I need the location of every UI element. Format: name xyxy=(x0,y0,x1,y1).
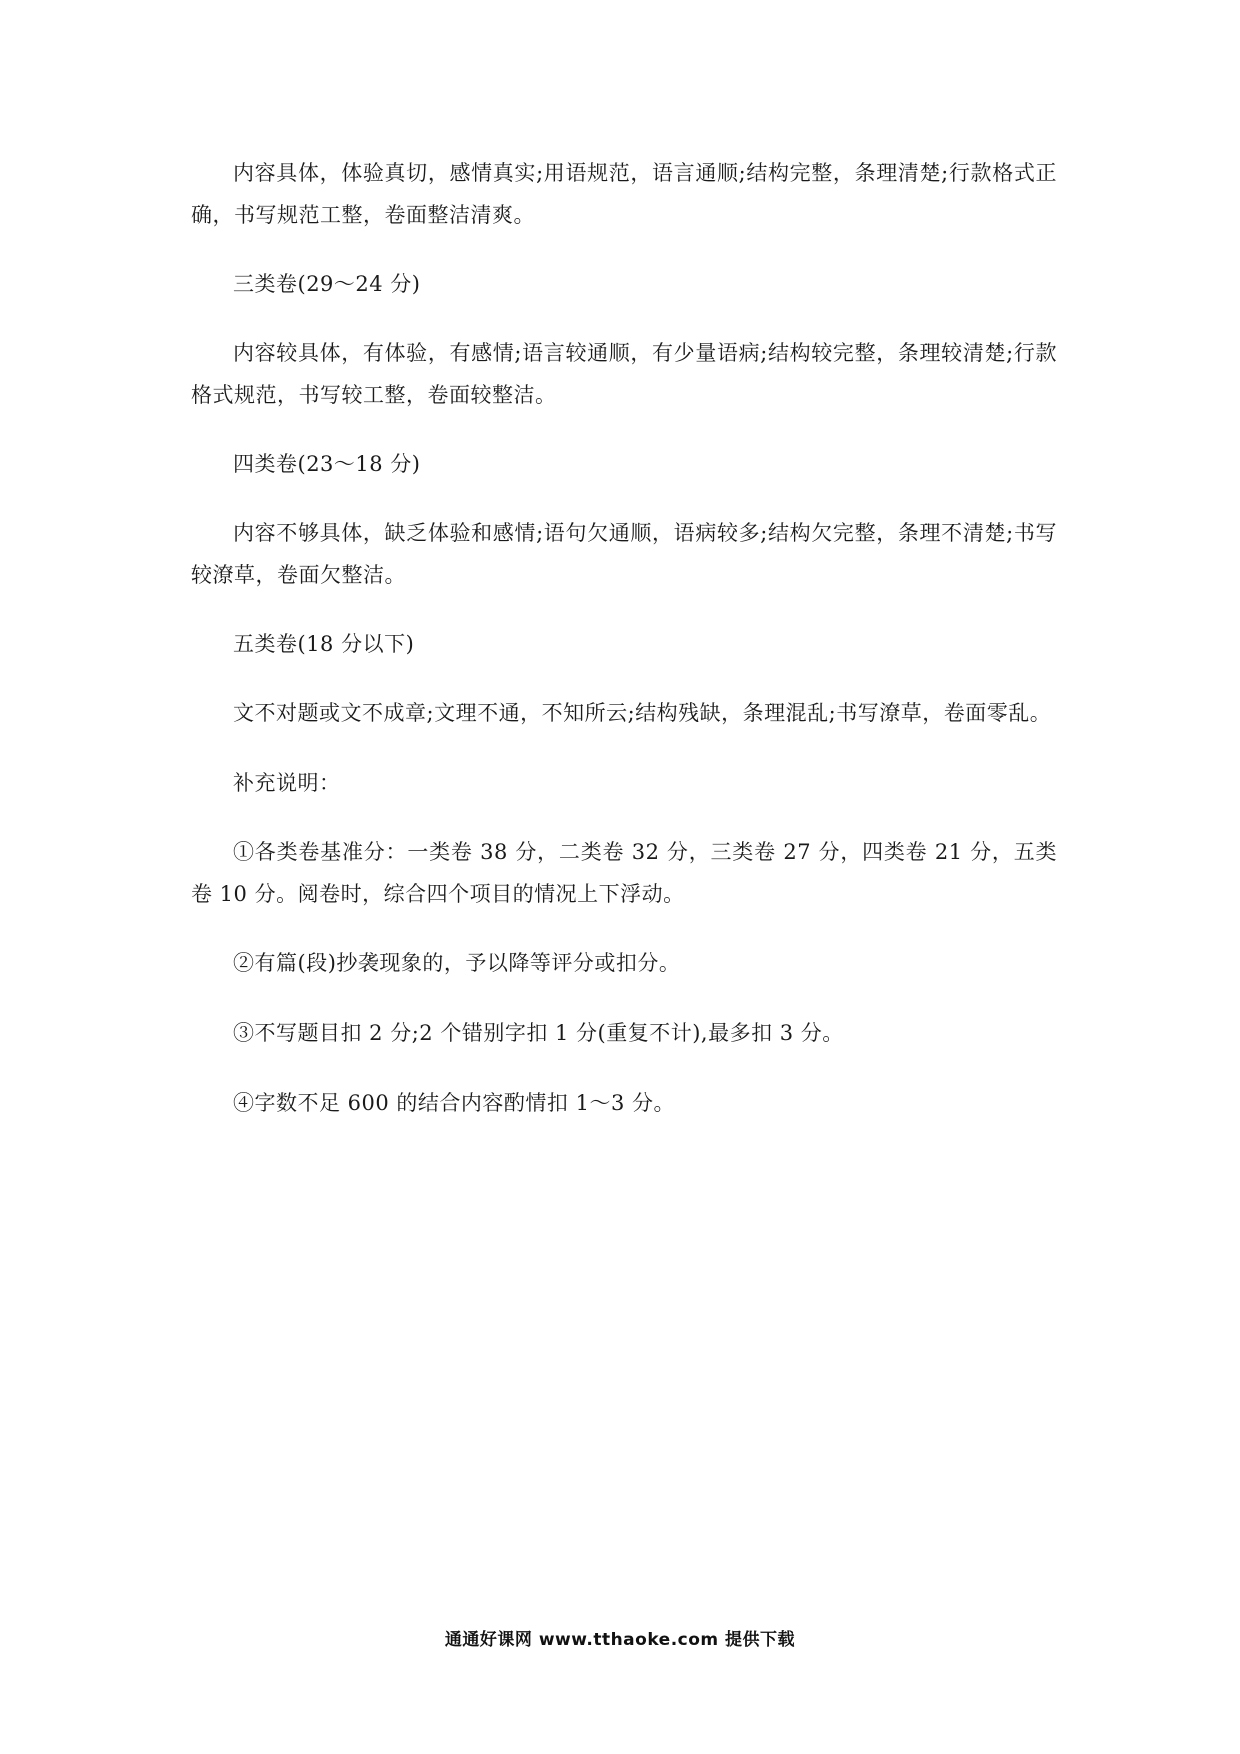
supplementary-note-1: ①各类卷基准分：一类卷 38 分，二类卷 32 分，三类卷 27 分，四类卷 21 分，五类卷 10 分。阅卷时，综合四个项目的情况上下浮动。 xyxy=(191,840,1057,906)
supplementary-note-2: ②有篇(段)抄袭现象的，予以降等评分或扣分。 xyxy=(233,951,681,975)
page-footer: 通通好课网 www.tthaoke.com 提供下载 xyxy=(444,1630,796,1650)
document-body xyxy=(191,152,1057,1152)
supplementary-heading: 补充说明： xyxy=(233,771,341,795)
supplementary-note-3: ③不写题目扣 2 分;2 个错别字扣 1 分(重复不计),最多扣 3 分。 xyxy=(233,1021,844,1045)
grade-five-criteria: 文不对题或文不成章;文理不通，不知所云;结构残缺，条理混乱;书写潦草，卷面零乱。 xyxy=(233,701,1052,725)
grade-three-heading: 三类卷(29～24 分) xyxy=(233,272,421,296)
supplementary-note-4: ④字数不足 600 的结合内容酌情扣 1～3 分。 xyxy=(233,1091,676,1115)
grade-four-heading: 四类卷(23～18 分) xyxy=(233,452,421,476)
grade-five-heading: 五类卷(18 分以下) xyxy=(233,632,415,656)
grade-four-criteria: 内容不够具体，缺乏体验和感情;语句欠通顺，语病较多;结构欠完整，条理不清楚;书写较潦草，卷面欠整洁。 xyxy=(191,521,1057,587)
grade-two-criteria: 内容具体，体验真切，感情真实;用语规范，语言通顺;结构完整，条理清楚;行款格式正确，书写规范工整，卷面整洁清爽。 xyxy=(191,161,1057,227)
grade-three-criteria: 内容较具体，有体验，有感情;语言较通顺，有少量语病;结构较完整，条理较清楚;行款格式规范，书写较工整，卷面较整洁。 xyxy=(191,341,1057,407)
